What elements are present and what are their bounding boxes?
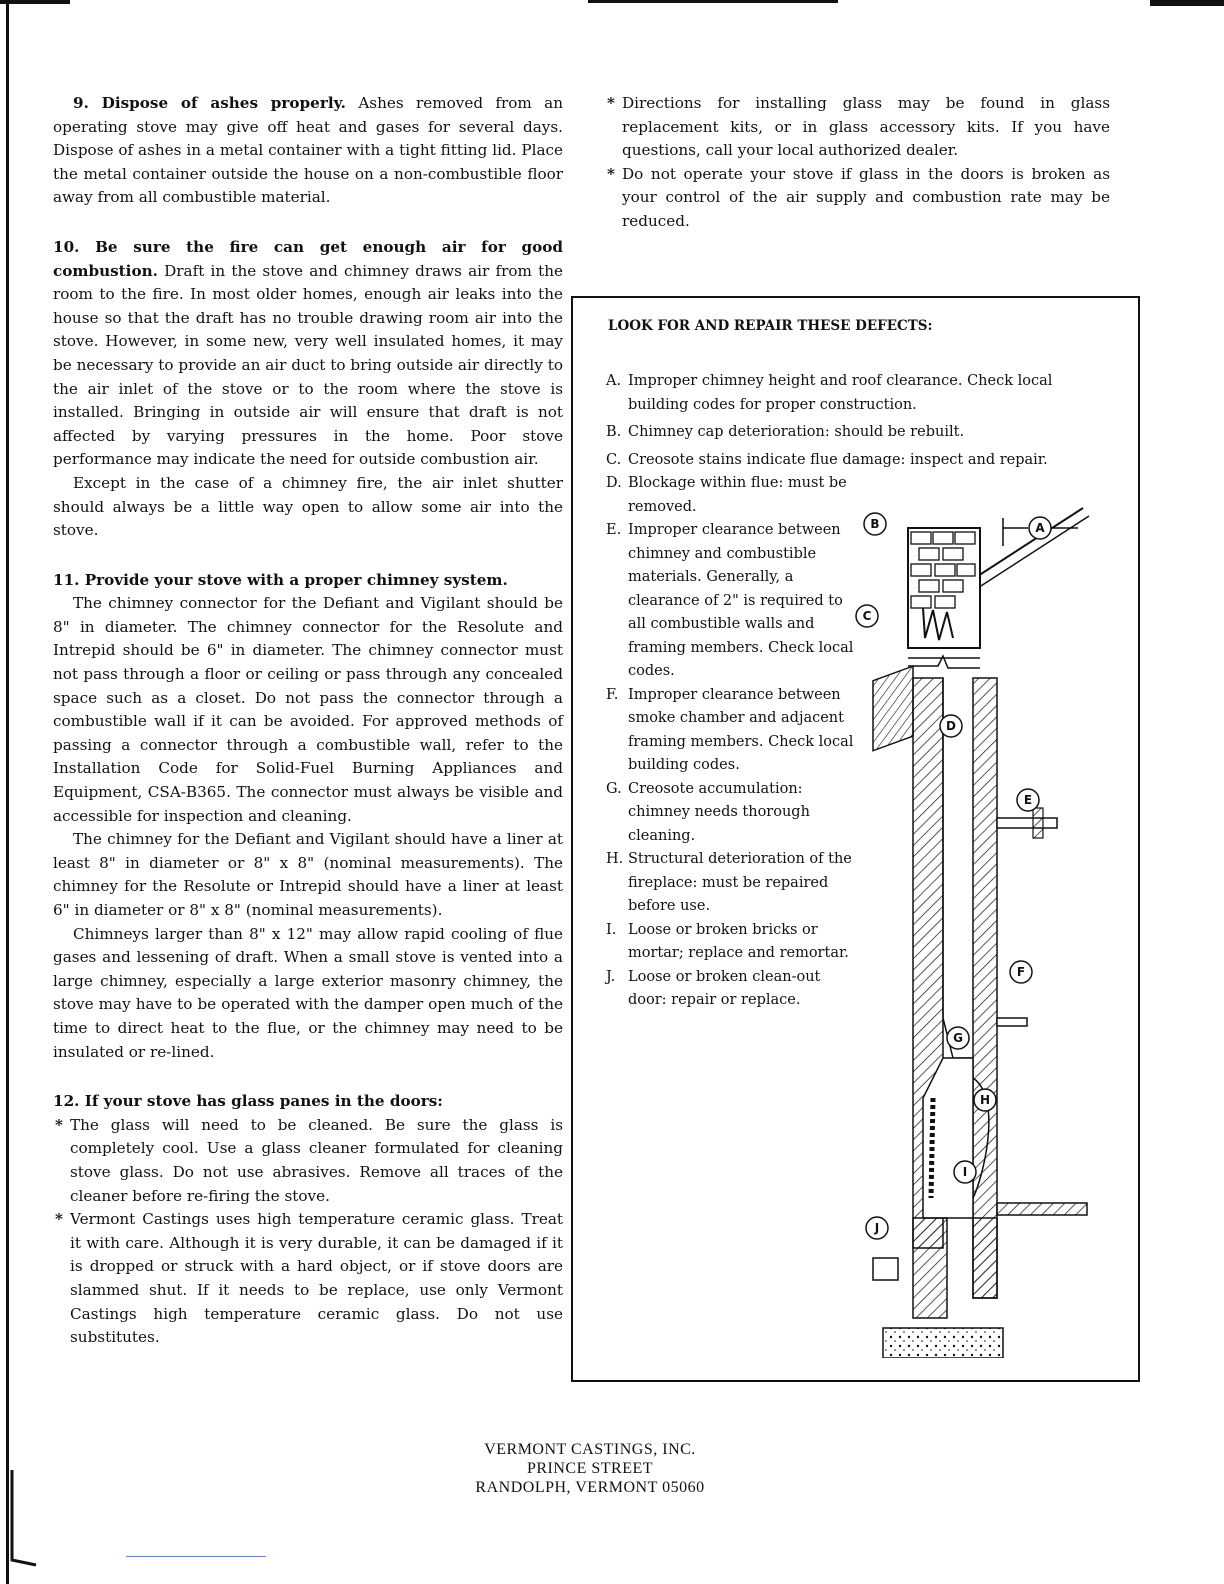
svg-text:F: F xyxy=(1016,965,1026,979)
diagram-label-j xyxy=(866,1217,888,1239)
svg-text:J: J xyxy=(874,1221,880,1235)
defect-item-g: G. Creosote accumulation: chimney needs thorough cleaning. xyxy=(606,780,810,844)
section-10 xyxy=(53,236,563,543)
defect-item-e: E. Improper clearance between chimney and combustible materials. Generally, a clearance of 2" is required to all combustible walls and framing members. Check local codes. xyxy=(606,522,854,679)
glass-bullet-list xyxy=(605,92,1110,234)
section-10-paragraph xyxy=(53,236,563,472)
section-12-heading: 12. If your stove has glass panes in the doors: xyxy=(53,1092,443,1111)
list-item: * Directions for installing glass may be found in glass replacement kits, or in glass accessory kits. If you have questions, call your local authorized dealer. xyxy=(607,94,1110,160)
defect-item-f: F. Improper clearance between smoke chamber and adjacent framing members. Check local building codes. xyxy=(606,686,854,773)
scan-edge-left xyxy=(6,0,9,1584)
section-11-heading: 11. Provide your stove with a proper chimney system. xyxy=(53,570,508,589)
diagram-label-i xyxy=(954,1161,976,1183)
asterisk-bullet-icon: * xyxy=(55,1115,63,1134)
left-column xyxy=(53,92,563,1350)
defect-item-b: B. Chimney cap deterioration: should be rebuilt. xyxy=(606,424,965,440)
asterisk-bullet-icon: * xyxy=(607,94,615,112)
svg-text:A: A xyxy=(1035,521,1045,535)
defect-item-j: J. Loose or broken clean-out door: repair or replace. xyxy=(606,968,821,1008)
section-9-body: Ashes removed from an operating stove may give off heat and gases for several days. Dispose of ashes in a metal container with a tight fitting lid. Place the metal container outside the house on a non-combustible floor away from all combustible material. xyxy=(53,94,564,207)
section-10-heading: 10. Be sure the fire can get enough air for good combustion. xyxy=(53,237,563,280)
defect-item-h: H. Structural deterioration of the fireplace: must be repaired before use. xyxy=(606,851,852,914)
scan-edge-top-right xyxy=(1150,0,1224,6)
section-9 xyxy=(53,92,563,210)
list-item: * The glass will need to be cleaned. Be sure the glass is completely cool. Use a glass cleaner formulated for cleaning stove glass. Do not use abrasives. Remove all traces of the cleaner before re-firing the stove. xyxy=(55,1115,563,1205)
scan-corner-mark xyxy=(6,1470,46,1570)
defect-item-i: I. Loose or broken bricks or mortar; replace and remortar. xyxy=(606,921,849,961)
city-state-zip: RANDOLPH, VERMONT 05060 xyxy=(475,1479,705,1496)
scan-underline xyxy=(126,1556,266,1557)
right-column xyxy=(605,92,1110,234)
list-item: * Do not operate your stove if glass in the doors is broken as your control of the air supply and combustion rate may be reduced. xyxy=(607,164,1110,230)
chimney-cap xyxy=(908,528,980,648)
diagram-label-e xyxy=(1017,789,1039,811)
svg-text:I: I xyxy=(962,1165,968,1179)
list-item: * Vermont Castings uses high temperature ceramic glass. Treat it with care. Although it is very durable, it can be damaged if it is dropped or struck with a hard object, or if stove doors are slammed shut. If it needs to be replace, use only Vermont Castings high temperature ceramic glass. Do not use substitutes. xyxy=(55,1210,563,1347)
defects-box xyxy=(571,296,1140,1382)
scan-edge-top xyxy=(0,0,70,4)
diagram-label-f xyxy=(1010,961,1032,983)
section-11-paragraph-1: The chimney connector for the Defiant and Vigilant should be 8" in diameter. The chimney connector for the Resolute and Intrepid should be 6" in diameter. The chimney connector must not pass through a floor or ceiling or pass through any concealed space such as a closet. Do not pass the connector through a combustible wall if it can be avoided. For approved methods of passing a connector through a combustible wall, refer to the Installation Code for Solid-Fuel Burning Appliances and Equipment, CSA-B365. The connector must always be visible and accessible for inspection and cleaning. xyxy=(53,594,563,825)
section-11 xyxy=(53,569,563,1064)
svg-text:B: B xyxy=(870,517,880,531)
svg-text:C: C xyxy=(862,609,872,623)
defect-item-d: D. Blockage within flue: must be removed. xyxy=(606,475,847,515)
defect-item-a: A. Improper chimney height and roof clearance. Check local building codes for proper construction. xyxy=(606,373,1053,413)
diagram-label-g xyxy=(947,1027,969,1049)
diagram-label-a xyxy=(1029,517,1051,539)
company-name: VERMONT CASTINGS, INC. xyxy=(484,1441,696,1458)
svg-text:D: D xyxy=(946,719,956,733)
diagram-label-b xyxy=(864,513,886,535)
street-address: PRINCE STREET xyxy=(526,1460,654,1477)
svg-text:G: G xyxy=(953,1031,963,1045)
section-12-bullet-list xyxy=(53,1114,563,1350)
company-address xyxy=(390,1440,790,1497)
defect-item-c: C. Creosote stains indicate flue damage: inspect and repair. xyxy=(606,451,1048,468)
diagram-label-d xyxy=(940,715,962,737)
section-9-paragraph xyxy=(53,92,563,210)
section-11-paragraph-3: Chimneys larger than 8" x 12" may allow rapid cooling of flue gases and lessening of draft. When a small stove is vented into a large chimney, especially a large exterior masonry chimney, the stove may have to be operated with the damper open much of the time to direct heat to the flue, or the chimney may need to be insulated or re-lined. xyxy=(53,924,563,1061)
section-12 xyxy=(53,1090,563,1350)
svg-text:H: H xyxy=(979,1093,991,1107)
chimney-diagram xyxy=(853,498,1123,1358)
scan-edge-top-mid xyxy=(588,0,838,3)
diagram-label-c xyxy=(856,605,878,627)
defects-title: LOOK FOR AND REPAIR THESE DEFECTS: xyxy=(608,318,933,334)
svg-text:E: E xyxy=(1023,793,1033,807)
section-10-paragraph-2: Except in the case of a chimney fire, the air inlet shutter should always be a little way open to allow some air into the stove. xyxy=(53,473,563,540)
asterisk-bullet-icon: * xyxy=(55,1210,63,1229)
section-10-body: Draft in the stove and chimney draws air from the room to the fire. In most older homes, enough air leaks into the house so that the draft has no trouble drawing room air into the stove. However, in some new, very well insulated homes, it may be necessary to provide an air duct to bring outside air directly to the air inlet of the stove or to the room where the stove is installed. Bringing in outside air will ensure that draft is not affected by varying pressures in the home. Poor stove performance may indicate the need for outside combustion air. xyxy=(53,261,563,469)
diagram-label-h xyxy=(974,1089,996,1111)
section-9-heading: 9. Dispose of ashes properly. xyxy=(73,94,346,112)
asterisk-bullet-icon: * xyxy=(607,164,615,183)
section-11-paragraph-2: The chimney for the Defiant and Vigilant should have a liner at least 8" in diameter or 8" x 8" (nominal measurements). The chimney for the Resolute or Intrepid should have a liner at least 6" in diameter or 8" x 8" (nominal measurements). xyxy=(53,830,563,919)
